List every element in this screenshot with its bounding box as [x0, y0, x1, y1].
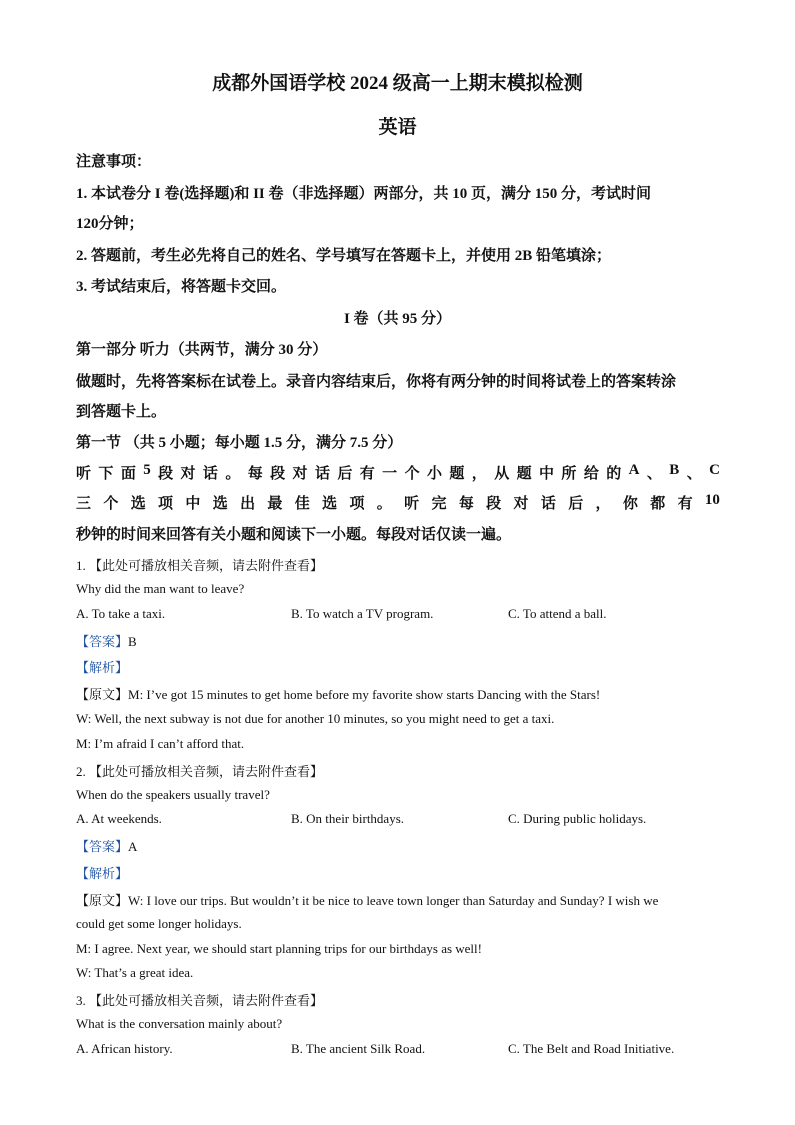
- section1-instruction-line3: 秒钟的时间来回答有关小题和阅读下一小题。每段对话仅读一遍。: [76, 527, 512, 543]
- instruction-char: 选: [322, 496, 338, 512]
- instruction-char: 佳: [294, 496, 310, 512]
- instruction-char: 后: [337, 466, 353, 482]
- q1-analysis-label: 【解析】: [76, 660, 129, 675]
- section1-instruction-line1: [76, 462, 720, 483]
- instruction-char: B: [669, 462, 680, 478]
- instruction-char: 题: [516, 466, 532, 482]
- part1-intro: 做题时，先将答案标在试卷上。录音内容结束后，你将有两分钟的时间将试卷上的答案转涂: [76, 374, 677, 390]
- part1-heading: 第一部分 听力（共两节，满分 30 分）: [76, 342, 328, 358]
- instruction-char: 话: [314, 466, 330, 482]
- instruction-char: 5: [143, 462, 151, 478]
- section1-heading: 第一节 （共 5 小题；每小题 1.5 分，满分 7.5 分）: [76, 435, 403, 451]
- instruction-char: 三: [76, 496, 92, 512]
- instruction-char: C: [709, 462, 720, 478]
- notice-item-1-cont: 120分钟；: [76, 216, 144, 232]
- q2-option-a: A. At weekends.: [76, 811, 162, 826]
- instruction-char: 对: [292, 466, 308, 482]
- q2-question: When do the speakers usually travel?: [76, 787, 270, 802]
- q2-transcript-line4: W: That’s a great idea.: [76, 965, 194, 980]
- notice-item-1: 1. 本试卷分 I 卷(选择题)和 II 卷（非选择题）两部分，共 10 页，满分 150 分，考试时间: [76, 186, 652, 202]
- instruction-char: 选: [212, 496, 228, 512]
- q3-option-a: A. African history.: [76, 1041, 173, 1056]
- exam-title: 成都外国语学校 2024 级高一上期末模拟检测: [212, 73, 583, 94]
- instruction-char: 每: [458, 496, 474, 512]
- instruction-char: 所: [561, 466, 577, 482]
- q1-question: Why did the man want to leave?: [76, 581, 245, 596]
- section1-instruction-line2: [76, 492, 720, 513]
- instruction-char: 的: [606, 466, 622, 482]
- q3-option-c: C. The Belt and Road Initiative.: [508, 1041, 675, 1056]
- transcript-text: W: I love our trips. But wouldn’t it be nice to leave town longer than Saturday and Sunday? I wish we: [128, 893, 659, 908]
- answer-value: A: [128, 839, 138, 854]
- instruction-char: 段: [486, 496, 502, 512]
- instruction-char: 每: [247, 466, 263, 482]
- q2-analysis-label: 【解析】: [76, 866, 129, 881]
- q2-answer: [76, 836, 137, 855]
- instruction-char: 下: [98, 466, 114, 482]
- instruction-char: 出: [240, 496, 256, 512]
- instruction-char: 10: [704, 492, 720, 508]
- transcript-text: M: I’ve got 15 minutes to get home before my favorite show starts Dancing with the Stars!: [128, 687, 601, 702]
- instruction-char: 项: [349, 496, 365, 512]
- answer-value: B: [128, 634, 137, 649]
- instruction-char: 一: [382, 466, 398, 482]
- instruction-char: 都: [650, 496, 666, 512]
- q2-option-c: C. During public holidays.: [508, 811, 647, 826]
- instruction-char: 。: [376, 496, 392, 512]
- instruction-char: 最: [267, 496, 283, 512]
- instruction-char: 、: [646, 466, 662, 482]
- q1-option-b: B. To watch a TV program.: [291, 606, 434, 621]
- instruction-char: ，: [471, 466, 487, 482]
- q3-question: What is the conversation mainly about?: [76, 1016, 283, 1031]
- instruction-char: 对: [180, 466, 196, 482]
- instruction-char: 。: [225, 466, 241, 482]
- instruction-char: 题: [449, 466, 465, 482]
- q2-option-b: B. On their birthdays.: [291, 811, 405, 826]
- instruction-char: 有: [677, 496, 693, 512]
- exam-subject: 英语: [378, 117, 417, 138]
- instruction-char: 听: [404, 496, 420, 512]
- instruction-char: 选: [130, 496, 146, 512]
- instruction-char: 中: [185, 496, 201, 512]
- notice-item-2: 2. 答题前，考生必先将自己的姓名、学号填写在答题卡上，并使用 2B 铅笔填涂；: [76, 248, 612, 264]
- instruction-char: 完: [431, 496, 447, 512]
- transcript-label: 【原文】: [76, 687, 129, 702]
- q1-transcript-line2: W: Well, the next subway is not due for another 10 minutes, so you might need to get a taxi.: [76, 711, 555, 726]
- instruction-char: ，: [595, 496, 611, 512]
- q1-option-c: C. To attend a ball.: [508, 606, 607, 621]
- transcript-label: 【原文】: [76, 893, 129, 908]
- instruction-char: 对: [513, 496, 529, 512]
- instruction-char: 话: [540, 496, 556, 512]
- instruction-char: 面: [120, 466, 136, 482]
- answer-label: 【答案】: [76, 839, 129, 854]
- q2-transcript-line1: [76, 890, 658, 909]
- instruction-char: 中: [539, 466, 555, 482]
- q1-option-a: A. To take a taxi.: [76, 606, 166, 621]
- instruction-char: 、: [686, 466, 702, 482]
- notice-item-3: 3. 考试结束后，将答题卡交回。: [76, 279, 287, 295]
- q1-transcript-line3: M: I’m afraid I can’t afford that.: [76, 736, 245, 751]
- q1-transcript-line1: [76, 684, 600, 703]
- instruction-char: 听: [76, 466, 92, 482]
- instruction-char: 有: [359, 466, 375, 482]
- instruction-char: 后: [568, 496, 584, 512]
- instruction-char: 给: [583, 466, 599, 482]
- instruction-char: 你: [622, 496, 638, 512]
- instruction-char: 项: [158, 496, 174, 512]
- answer-label: 【答案】: [76, 634, 129, 649]
- instruction-char: A: [628, 462, 640, 478]
- notice-heading: 注意事项：: [76, 154, 152, 170]
- volume-heading: I 卷（共 95 分）: [343, 311, 452, 327]
- instruction-char: 小: [426, 466, 442, 482]
- q1-answer: [76, 631, 137, 650]
- instruction-char: 从: [494, 466, 510, 482]
- q1-audio-note: 1. 【此处可播放相关音频，请去附件查看】: [76, 558, 324, 573]
- instruction-char: 个: [404, 466, 420, 482]
- q3-audio-note: 3. 【此处可播放相关音频，请去附件查看】: [76, 993, 324, 1008]
- instruction-char: 个: [103, 496, 119, 512]
- part1-intro-cont: 到答题卡上。: [76, 404, 167, 420]
- q3-option-b: B. The ancient Silk Road.: [291, 1041, 426, 1056]
- instruction-char: 段: [270, 466, 286, 482]
- q2-transcript-line3: M: I agree. Next year, we should start planning trips for our birthdays as well!: [76, 941, 482, 956]
- instruction-char: 话: [202, 466, 218, 482]
- q2-audio-note: 2. 【此处可播放相关音频，请去附件查看】: [76, 764, 324, 779]
- q2-transcript-line2: could get some longer holidays.: [76, 916, 242, 931]
- instruction-char: 段: [158, 466, 174, 482]
